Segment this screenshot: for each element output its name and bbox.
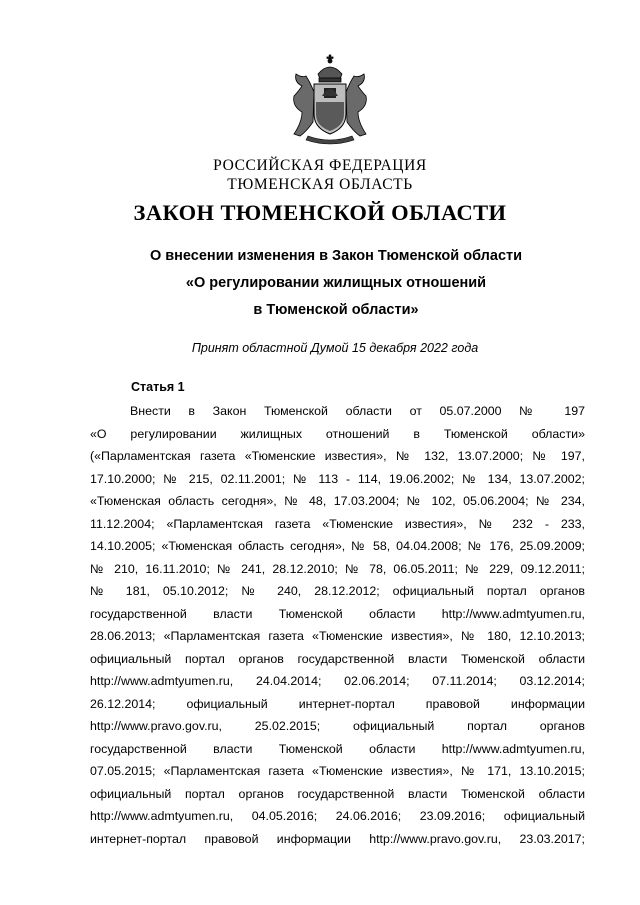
body-line: («Парламентская газета «Тюменские известия», № 132, 13.07.2000; № 197,	[90, 449, 585, 463]
federation-heading: РОССИЙСКАЯ ФЕДЕРАЦИЯ	[213, 157, 427, 174]
body-line: государственной власти Тюменской области http://www.admtyumen.ru,	[90, 741, 585, 756]
body-line: http://www.admtyumen.ru, 24.04.2014; 02.06.2014; 07.11.2014; 03.12.2014;	[90, 674, 585, 688]
body-line: официальный портал органов государственной власти Тюменской области	[90, 651, 585, 666]
body-line: Внести в Закон Тюменской области от 05.07.2000 № 197	[130, 404, 585, 418]
body-line: http://www.admtyumen.ru, 04.05.2016; 24.06.2016; 23.09.2016; официальный	[90, 809, 585, 823]
subtitle-line-2: «О регулировании жилищных отношений	[185, 275, 487, 291]
body-line: 26.12.2014; официальный интернет-портал правовой информации	[90, 696, 585, 711]
body-line: официальный портал органов государственной власти Тюменской области	[90, 786, 585, 801]
body-line: 28.06.2013; «Парламентская газета «Тюменские известия», № 180, 12.10.2013;	[90, 629, 585, 643]
body-line: 17.10.2000; № 215, 02.11.2001; № 113 - 114, 19.06.2002; № 134, 13.07.2002;	[90, 471, 585, 486]
body-line: 07.05.2015; «Парламентская газета «Тюменские известия», № 171, 13.10.2015;	[90, 764, 585, 778]
body-line: № 181, 05.10.2012; № 240, 28.12.2012; официальный портал органов	[90, 584, 585, 598]
article-heading: Статья 1	[131, 380, 185, 394]
body-line: государственной власти Тюменской области http://www.admtyumen.ru,	[90, 606, 585, 621]
region-heading: ТЮМЕНСКАЯ ОБЛАСТЬ	[227, 176, 413, 193]
law-title: ЗАКОН ТЮМЕНСКОЙ ОБЛАСТИ	[133, 200, 507, 225]
subtitle-line-1: О внесении изменения в Закон Тюменской области	[149, 248, 523, 264]
body-line: 11.12.2004; «Парламентская газета «Тюменские известия», № 232 - 233,	[90, 516, 585, 531]
body-line: интернет-портал правовой информации http://www.pravo.gov.ru, 23.03.2017;	[90, 831, 585, 846]
body-line: «О регулировании жилищных отношений в Тюменской области»	[90, 426, 585, 441]
coat-of-arms-icon	[280, 52, 380, 148]
adoption-note: Принят областной Думой 15 декабря 2022 года	[191, 341, 479, 355]
article-body	[90, 400, 585, 850]
subtitle-line-3: в Тюменской области»	[253, 302, 419, 318]
body-line: «Тюменская область сегодня», № 48, 17.03.2004; № 102, 05.06.2004; № 234,	[90, 494, 585, 508]
body-line: http://www.pravo.gov.ru, 25.02.2015; официальный портал органов	[90, 719, 585, 733]
body-line: № 210, 16.11.2010; № 241, 28.12.2010; № 78, 06.05.2011; № 229, 09.12.2011;	[90, 561, 585, 576]
body-line: 14.10.2005; «Тюменская область сегодня», № 58, 04.04.2008; № 176, 25.09.2009;	[90, 539, 585, 553]
